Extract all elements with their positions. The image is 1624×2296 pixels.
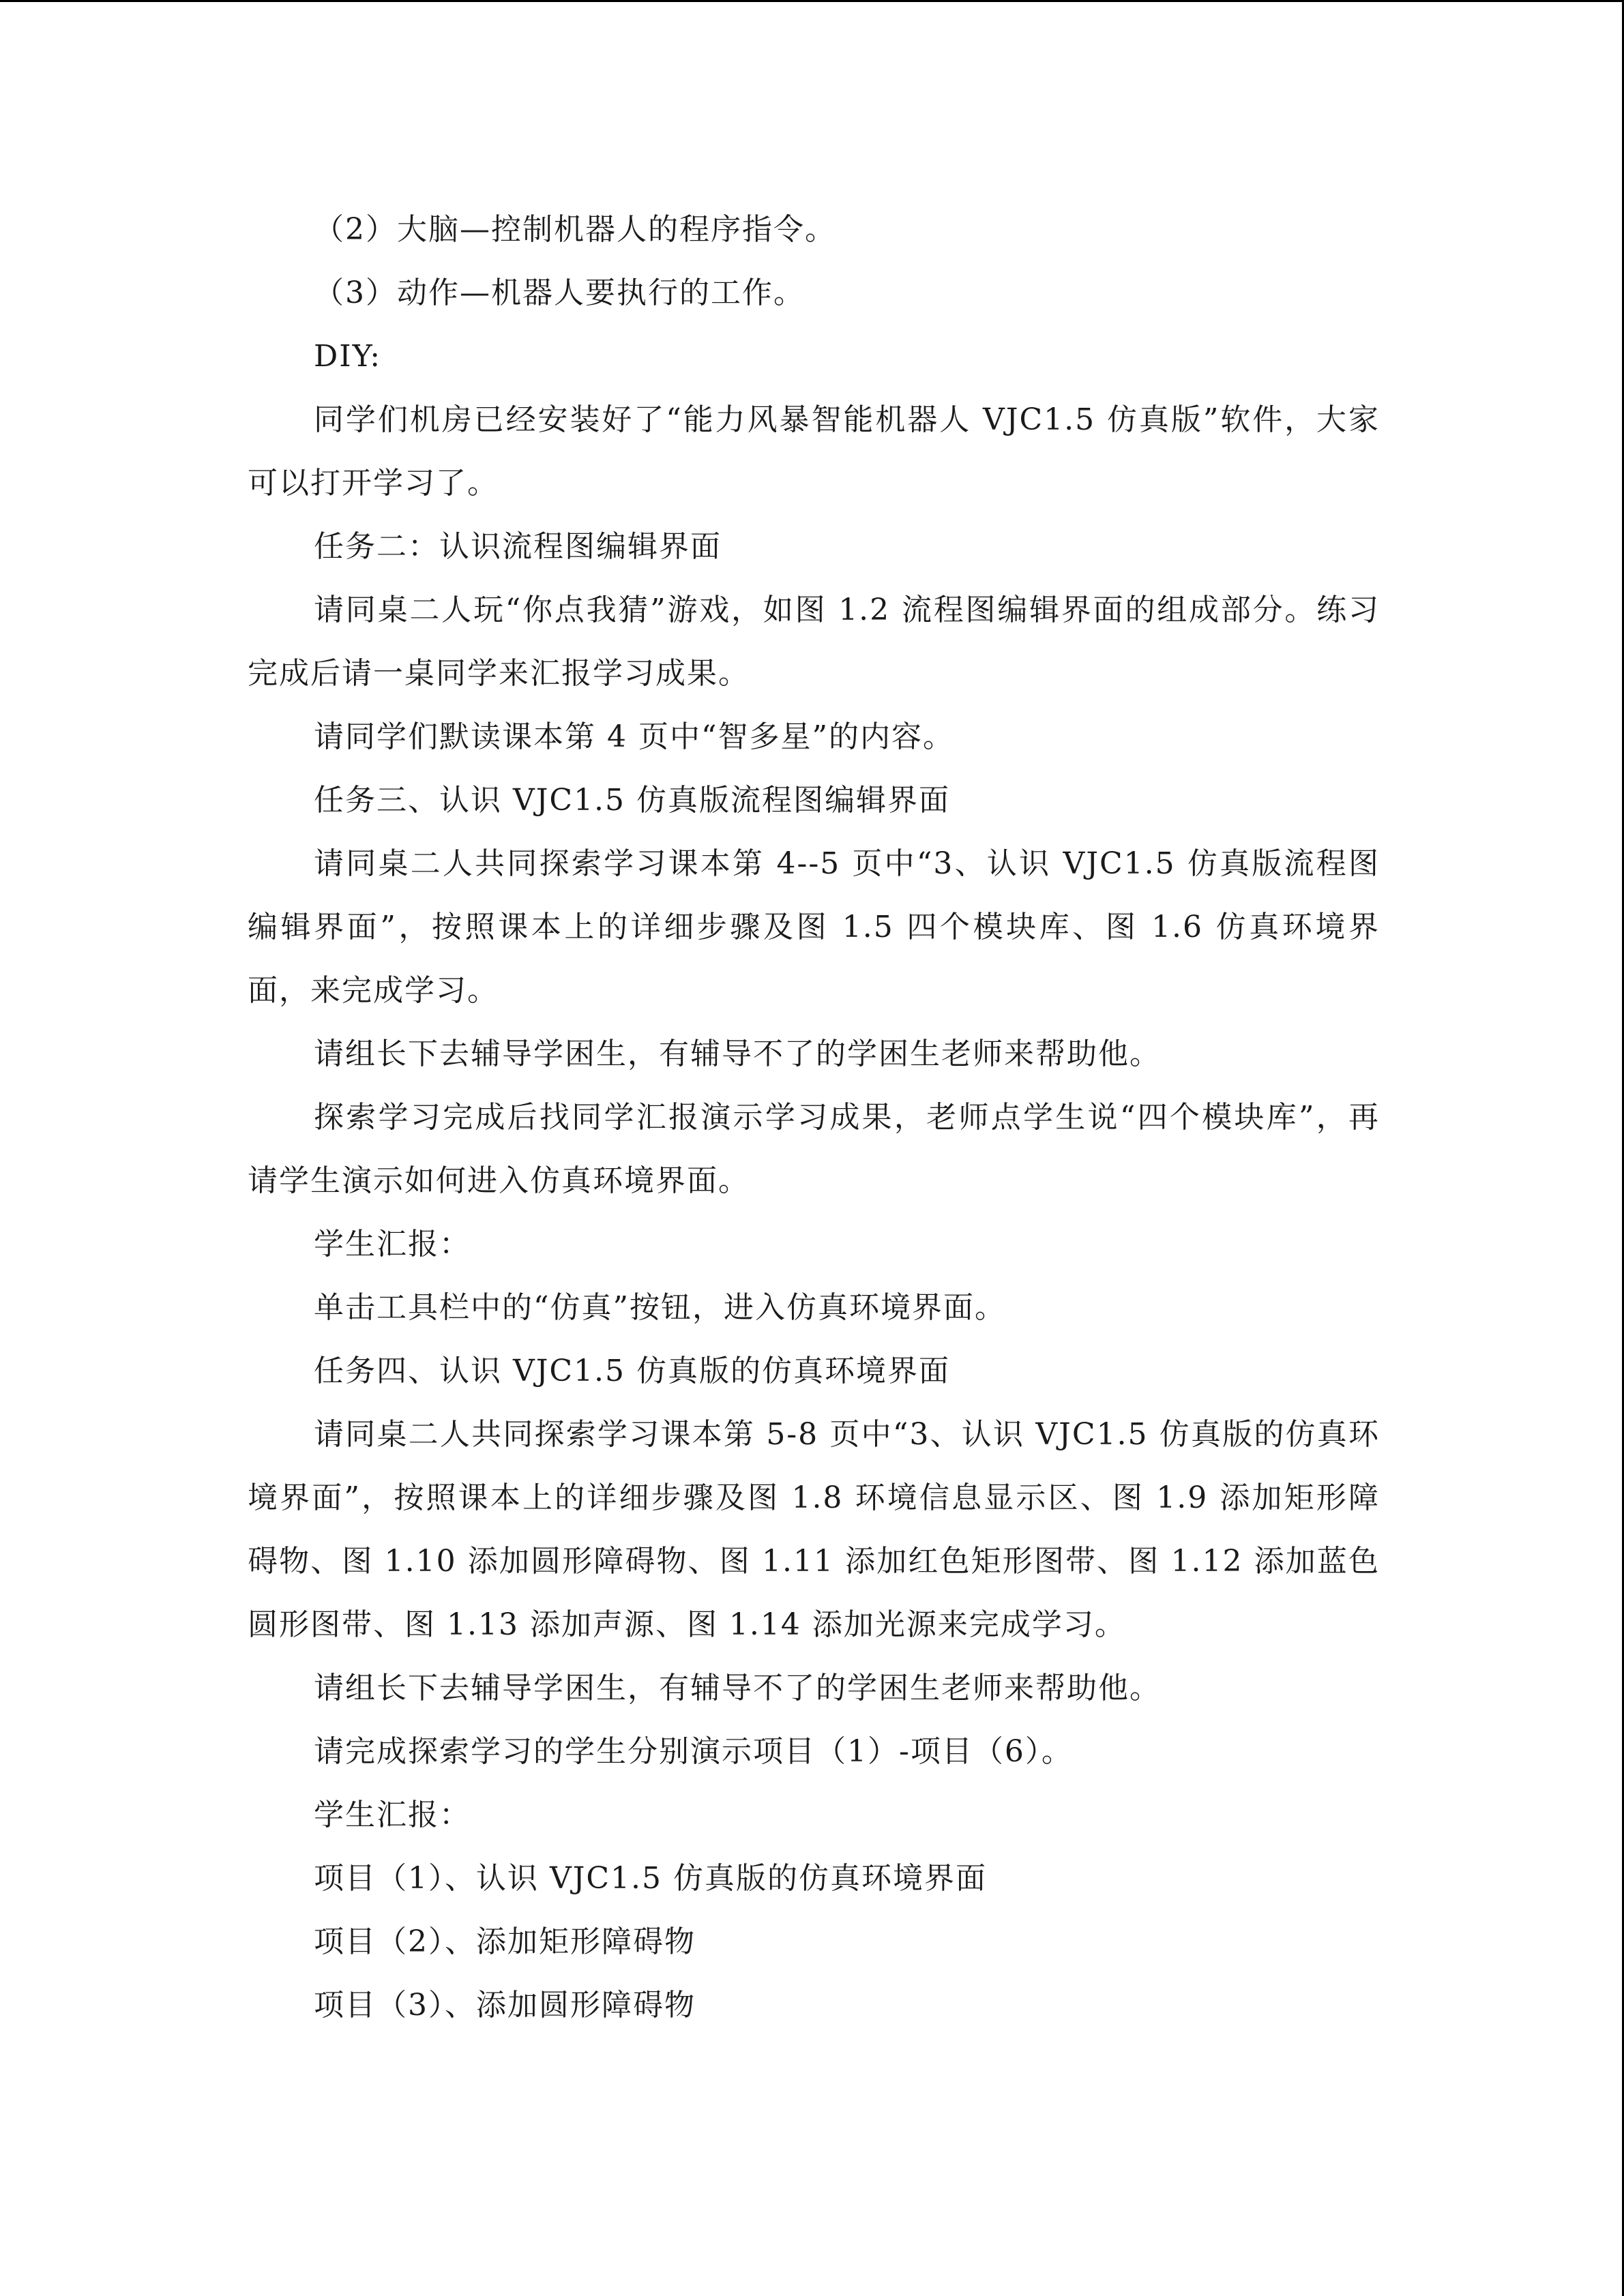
paragraph-brain: （2）大脑—控制机器人的程序指令。 [314,212,836,247]
paragraph-student-report-2: 学生汇报： [314,1798,471,1832]
paragraph-project-3: 项目（3）、添加圆形障碍物 [314,1988,696,2023]
heading-task-two: 任务二：认识流程图编辑界面 [314,529,722,564]
page-top-border [0,0,1624,2]
paragraph-student-report-1: 学生汇报： [314,1227,471,1262]
paragraph-explore-flowchart: 请同桌二人共同探索学习课本第 4--5 页中“3、认识 VJC1.5 仿真版流程图编辑界面”，按照课本上的详细步骤及图 1.5 四个模块库、图 1.6 仿真环境界面，来完成学习。 [248,846,1380,1008]
paragraph-read-textbook: 请同学们默读课本第 4 页中“智多星”的内容。 [314,719,954,754]
paragraph-explore-environment: 请同桌二人共同探索学习课本第 5-8 页中“3、认识 VJC1.5 仿真版的仿真环境界面”，按照课本上的详细步骤及图 1.8 环境信息显示区、图 1.9 添加矩形障碍物、图 1.10 添加圆形障碍物、图 1.11 添加红色矩形图带、图 1.12 添加蓝色圆形图带、图 1.13 添加声源、图 1.14 添加光源来完成学习。 [248,1417,1380,1642]
paragraph-demo-projects: 请完成探索学习的学生分别演示项目（1）-项目（6）。 [314,1734,1073,1769]
document-body [248,198,1380,2037]
paragraph-group-leader-help-1: 请组长下去辅导学困生，有辅导不了的学困生老师来帮助他。 [314,1037,1161,1071]
paragraph-click-simulation: 单击工具栏中的“仿真”按钮，进入仿真环境界面。 [314,1290,1006,1325]
paragraph-group-leader-help-2: 请组长下去辅导学困生，有辅导不了的学困生老师来帮助他。 [314,1671,1161,1705]
paragraph-guess-game: 请同桌二人玩“你点我猜”游戏，如图 1.2 流程图编辑界面的组成部分。练习完成后请一桌同学来汇报学习成果。 [248,593,1380,691]
paragraph-diy: DIY: [314,339,382,374]
paragraph-action: （3）动作—机器人要执行的工作。 [314,275,805,310]
paragraph-project-1: 项目（1）、认识 VJC1.5 仿真版的仿真环境界面 [314,1861,988,1896]
heading-task-four: 任务四、认识 VJC1.5 仿真版的仿真环境界面 [314,1354,951,1388]
heading-task-three: 任务三、认识 VJC1.5 仿真版流程图编辑界面 [314,783,951,818]
paragraph-software-installed: 同学们机房已经安装好了“能力风暴智能机器人 VJC1.5 仿真版”软件，大家可以打开学习了。 [248,402,1380,501]
paragraph-report-modules: 探索学习完成后找同学汇报演示学习成果，老师点学生说“四个模块库”，再请学生演示如何进入仿真环境界面。 [248,1100,1380,1198]
paragraph-project-2: 项目（2）、添加矩形障碍物 [314,1924,696,1959]
